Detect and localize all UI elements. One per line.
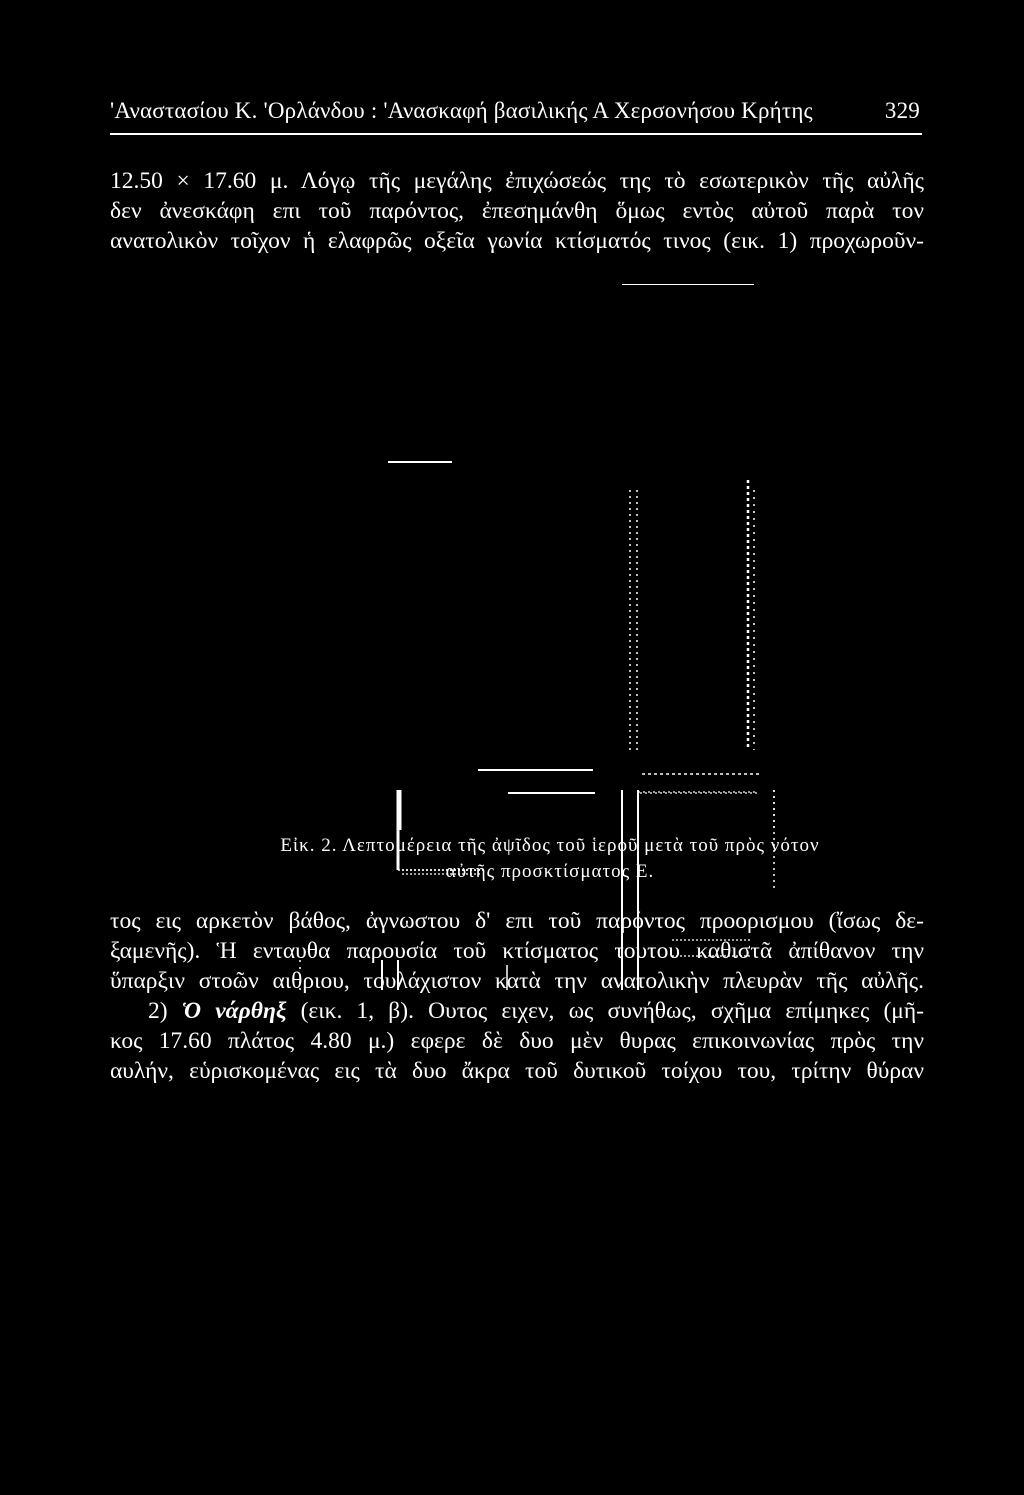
- text-line: δεν ἀνεσκάφη επι τοῦ παρόντος, ἐπεσημάνθη ὅμως εντὸς αὐτοῦ παρὰ τον: [110, 198, 924, 224]
- short-rule: [622, 284, 754, 285]
- text-line: ὕπαρξιν στοῶν αιθριου, τουλάχιστον κατὰ την ανατολικὴν πλευρὰν τῆς αὐλῆς.: [110, 968, 924, 994]
- text-line: [110, 996, 924, 1026]
- running-title: 'Αναστασίου Κ. 'Ορλάνδου : 'Ανασκαφή βασιλικής Α Χερσονήσου Κρήτης: [110, 98, 813, 123]
- figure-plan-detail: [280, 450, 800, 830]
- text-line: ξαμενῆς). Ἡ ενταυθα παρουσία τοῦ κτίσματος τουτου καθιστᾶ ἀπίθανον την: [110, 938, 924, 964]
- text-line: τος εις αρκετὸν βάθος, ἀγνωστου δ' επι τοῦ παρόντος προορισμου (ἴσως δε-: [110, 908, 924, 934]
- item-text: (εικ. 1, β). Ουτος ειχεν, ως συνήθως, σχῆμα επίμηκες (μῆ-: [286, 998, 924, 1024]
- item-title: Ὁ νάρθηξ: [181, 998, 287, 1024]
- text-line: 12.50 × 17.60 μ. Λόγῳ τῆς μεγάλης ἐπιχώσεώς της τὸ εσωτερικὸν τῆς αὐλῆς: [110, 168, 924, 194]
- page-number: 329: [884, 98, 920, 123]
- paragraph-top: [110, 166, 924, 256]
- header-rule: [110, 133, 922, 135]
- figure-caption: [250, 833, 850, 885]
- running-header: [110, 98, 920, 124]
- text-line: κος 17.60 πλάτος 4.80 μ.) εφερε δὲ δυο μὲν θυρας επικοινωνίας πρὸς την: [110, 1028, 924, 1054]
- item-number: 2): [148, 998, 182, 1024]
- text-line: ανατολικὸν τοῖχον ἡ ελαφρῶς οξεῖα γωνία κτίσματός τινος (εικ. 1) προχωροῦν-: [110, 228, 924, 254]
- caption-line: Εἰκ. 2. Λεπτομέρεια τῆς ἀψῖδος τοῦ ἱεροῦ μετὰ τοῦ πρὸς νότον: [280, 835, 820, 856]
- text-line: αυλήν, εὑρισκομένας εις τὰ δυο ἄκρα τοῦ δυτικοῦ τοίχου του, τρίτην θύραν: [110, 1058, 924, 1084]
- caption-line: αὐτῆς προσκτίσματος Ε.: [445, 861, 655, 882]
- paragraph-bottom: [110, 906, 924, 1086]
